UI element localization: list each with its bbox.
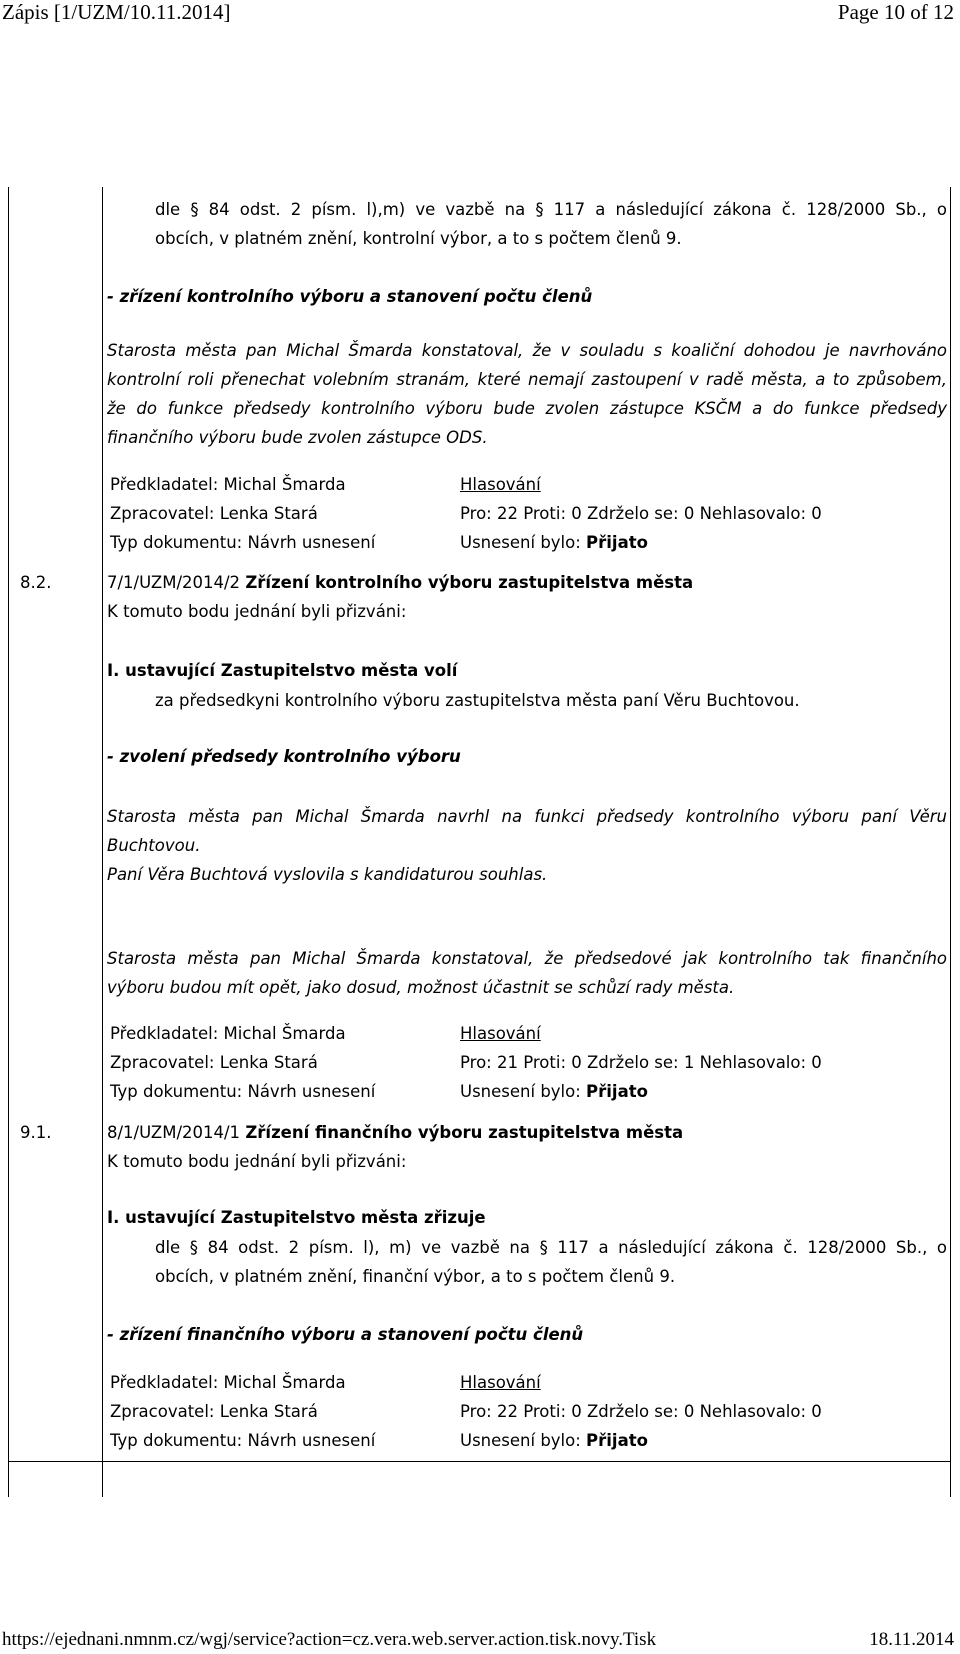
section-heading: - zřízení finančního výboru a stanovení počtu členů: [107, 1325, 584, 1344]
submitter: Předkladatel: Michal Šmarda: [110, 1024, 346, 1043]
table-right-border: [950, 187, 951, 1497]
table-left-border: [8, 187, 9, 1497]
voting-link[interactable]: Hlasování: [460, 1024, 541, 1043]
vote-result: Pro: 21 Proti: 0 Zdrželo se: 1 Nehlasovalo: 0: [460, 1053, 822, 1072]
paragraph-line: Buchtovou.: [107, 836, 201, 855]
invited-label: K tomuto bodu jednání byli přizváni:: [107, 1152, 407, 1171]
footer-date: 18.11.2014: [869, 1629, 954, 1650]
voting-link[interactable]: Hlasování: [460, 475, 541, 494]
processor: Zpracovatel: Lenka Stará: [110, 1402, 318, 1421]
law-reference-line: obcích, v platném znění, finanční výbor, a to s počtem členů 9.: [155, 1267, 676, 1286]
paragraph-line: finančního výboru bude zvolen zástupce ODS.: [107, 428, 488, 447]
document-type: Typ dokumentu: Návrh usnesení: [110, 1082, 376, 1101]
resolution-status-label: Usnesení bylo:: [460, 1082, 581, 1101]
paragraph-line: Starosta města pan Michal Šmarda konstatoval, že předsedové jak kontrolního tak finančního: [107, 949, 947, 968]
resolution-status: [460, 1426, 648, 1455]
resolution-heading: I. ustavující Zastupitelstvo města zřizuje: [107, 1208, 486, 1227]
law-reference-line: dle § 84 odst. 2 písm. l),m) ve vazbě na § 117 a následující zákona č. 128/2000 Sb., o: [155, 200, 947, 219]
submitter: Předkladatel: Michal Šmarda: [110, 1373, 346, 1392]
paragraph-line: výboru budou mít opět, jako dosud, možnost účastnit se schůzí rady města.: [107, 978, 735, 997]
item-code: 8/1/UZM/2014/1: [107, 1123, 241, 1142]
document-type: Typ dokumentu: Návrh usnesení: [110, 1431, 376, 1450]
paragraph-line: kontrolní roli přenechat volebním stranám, které nemají zastoupení v radě města, a to způsobem,: [107, 370, 947, 389]
section-heading: - zřízení kontrolního výboru a stanovení počtu členů: [107, 287, 593, 306]
resolution-status-label: Usnesení bylo:: [460, 1431, 581, 1450]
resolution-heading: I. ustavující Zastupitelstvo města volí: [107, 661, 458, 680]
page-header: [0, 0, 960, 30]
resolution-status: [460, 1077, 648, 1106]
resolution-status-value: Přijato: [586, 1431, 648, 1450]
processor: Zpracovatel: Lenka Stará: [110, 1053, 318, 1072]
paragraph-line: Starosta města pan Michal Šmarda navrhl na funkci předsedy kontrolního výboru paní Věru: [107, 807, 947, 826]
table-bottom-rule: [8, 1461, 950, 1462]
page-number: Page 10 of 12: [837, 0, 954, 24]
law-reference-line: obcích, v platném znění, kontrolní výbor, a to s počtem členů 9.: [155, 229, 682, 248]
section-heading: - zvolení předsedy kontrolního výboru: [107, 747, 461, 766]
item-number: 9.1.: [20, 1123, 52, 1142]
invited-label: K tomuto bodu jednání byli přizváni:: [107, 602, 407, 621]
item-title: [107, 1118, 683, 1147]
document-title: Zápis [1/UZM/10.11.2014]: [2, 0, 231, 24]
resolution-status-label: Usnesení bylo:: [460, 533, 581, 552]
vote-result: Pro: 22 Proti: 0 Zdrželo se: 0 Nehlasovalo: 0: [460, 504, 822, 523]
item-title: [107, 568, 693, 597]
resolution-status: [460, 528, 648, 557]
processor: Zpracovatel: Lenka Stará: [110, 504, 318, 523]
table-column-divider: [102, 187, 103, 1497]
paragraph-line: že do funkce předsedy kontrolního výboru bude zvolen zástupce KSČM a do funkce předsedy: [107, 399, 947, 418]
item-title-text: Zřízení finančního výboru zastupitelstva města: [245, 1123, 684, 1142]
page-footer: [0, 1629, 960, 1654]
paragraph-line: Paní Věra Buchtová vyslovila s kandidaturou souhlas.: [107, 865, 548, 884]
resolution-text: za předsedkyni kontrolního výboru zastupitelstva města paní Věru Buchtovou.: [155, 691, 800, 710]
resolution-status-value: Přijato: [586, 1082, 648, 1101]
document-type: Typ dokumentu: Návrh usnesení: [110, 533, 376, 552]
item-code: 7/1/UZM/2014/2: [107, 573, 241, 592]
item-title-text: Zřízení kontrolního výboru zastupitelstva města: [245, 573, 694, 592]
voting-link[interactable]: Hlasování: [460, 1373, 541, 1392]
resolution-status-value: Přijato: [586, 533, 648, 552]
vote-result: Pro: 22 Proti: 0 Zdrželo se: 0 Nehlasovalo: 0: [460, 1402, 822, 1421]
law-reference-line: dle § 84 odst. 2 písm. l), m) ve vazbě na § 117 a následující zákona č. 128/2000 Sb., o: [155, 1238, 947, 1257]
paragraph-line: Starosta města pan Michal Šmarda konstatoval, že v souladu s koaliční dohodou je navrhováno: [107, 341, 947, 360]
item-number: 8.2.: [20, 573, 52, 592]
footer-url: https://ejednani.nmnm.cz/wgj/service?action=cz.vera.web.server.action.tisk.novy.Tisk: [2, 1629, 657, 1650]
submitter: Předkladatel: Michal Šmarda: [110, 475, 346, 494]
